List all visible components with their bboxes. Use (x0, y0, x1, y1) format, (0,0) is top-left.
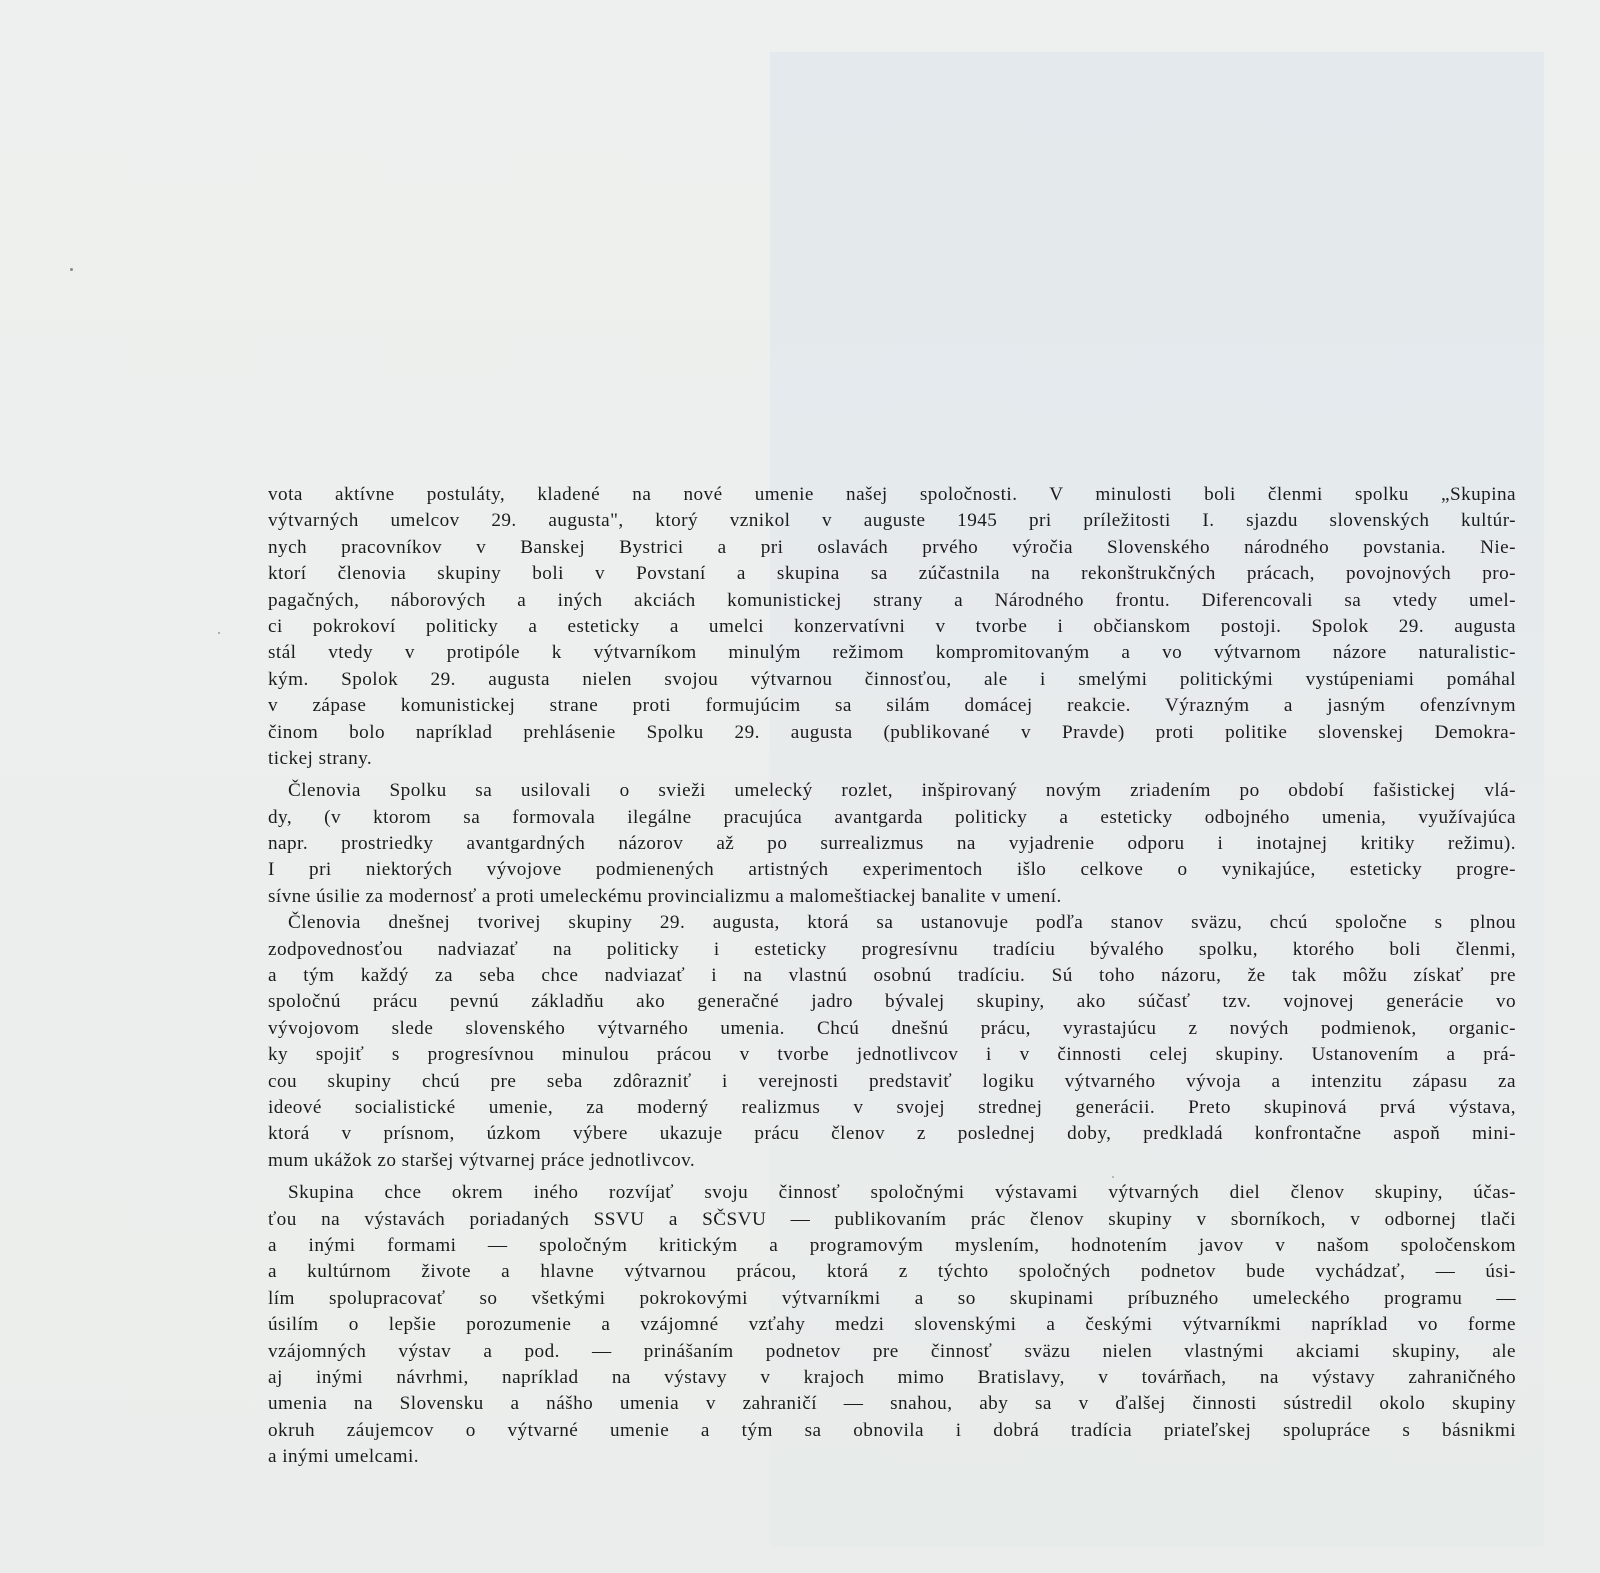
text-line: ky spojiť s progresívnou minulou prácou v tvorbe jednotlivcov i v činnosti celej skupiny. Ustanovením a prá- (268, 1044, 1516, 1066)
text-line: kým. Spolok 29. augusta nielen svojou výtvarnou činnosťou, ale i smelými politickými vystúpeniami pomáhal (268, 668, 1516, 690)
text-line: sívne úsilie za modernosť a proti umeleckému provincializmu a malomeštiackej banalite v umení. (268, 885, 1062, 907)
text-line: napr. prostriedky avantgardných názorov až po surrealizmus na vyjadrenie odporu i inotajnej kritiky režimu). (268, 833, 1516, 855)
text-line: aj inými návrhmi, napríklad na výstavy v krajoch mimo Bratislavy, v továrňach, na výstavy zahraničného (268, 1366, 1516, 1388)
text-line: úsilím o lepšie porozumenie a vzájomné vzťahy medzi slovenskými a českými výtvarníkmi napríklad vo forme (268, 1314, 1516, 1336)
paragraph (268, 778, 1516, 910)
text-line: pagačných, náborových a iných akciách komunistickej strany a Národného frontu. Diferencovali sa vtedy umel- (268, 589, 1516, 611)
text-line: ktorá v prísnom, úzkom výbere ukazuje prácu členov z poslednej doby, predkladá konfrontačne aspoň mini- (268, 1123, 1516, 1145)
text-line: a tým každý za seba chce nadviazať i na vlastnú osobnú tradíciu. Sú toho názoru, že tak môžu získať pre (268, 965, 1516, 987)
text-line: vzájomných výstav a pod. — prinášaním podnetov pre činnosť sväzu nielen vlastnými akciami skupiny, ale (268, 1340, 1516, 1362)
text-line: ťou na výstavách poriadaných SSVU a SČSVU — publikovaním prác členov skupiny v sborníkoch, v odbornej tlači (268, 1208, 1516, 1230)
text-line: lím spolupracovať so všetkými pokrokovými výtvarníkmi a so skupinami príbuzného umeleckého programu — (268, 1287, 1516, 1309)
paragraph (268, 1180, 1516, 1470)
text-line: stál vtedy v protipóle k výtvarníkom minulým režimom kompromitovaným a vo výtvarnom názore naturalistic- (268, 642, 1516, 664)
text-line: umenia na Slovensku a nášho umenia v zahraničí — snahou, aby sa v ďalšej činnosti sústredil okolo skupiny (268, 1393, 1516, 1415)
text-line: okruh záujemcov o výtvarné umenie a tým sa obnovila i dobrá tradícia priateľskej spolupráce s básnikmi (268, 1419, 1516, 1441)
text-line: a inými umelcami. (268, 1446, 419, 1468)
paper-speck (218, 632, 220, 634)
text-line: spoločnú prácu pevnú základňu ako generačné jadro bývalej skupiny, ako súčasť tzv. vojnovej generácie vo (268, 991, 1516, 1013)
text-line: ktorí členovia skupiny boli v Povstaní a skupina sa zúčastnila na rekonštrukčných prácach, povojnových pro- (268, 563, 1516, 585)
text-line: a kultúrnom živote a hlavne výtvarnou prácou, ktorá z týchto spoločných podnetov bude vychádzať, — úsi- (268, 1261, 1516, 1283)
text-line: ci pokrokoví politicky a esteticky a umelci konzervatívni v tvorbe i občianskom postoji. Spolok 29. augusta (268, 615, 1516, 637)
text-line: vota aktívne postuláty, kladené na nové umenie našej spoločnosti. V minulosti boli členmi spolku „Skupina (268, 484, 1516, 505)
text-line: cou skupiny chcú pre seba zdôrazniť i verejnosti predstaviť logiku výtvarného vývoja a intenzitu zápasu za (268, 1070, 1516, 1092)
paragraph (268, 910, 1516, 1174)
text-line: výtvarných umelcov 29. augusta", ktorý vznikol v auguste 1945 pri príležitosti I. sjazdu slovenských kultúr- (268, 510, 1516, 532)
paper-speck (70, 268, 73, 271)
text-line: a inými formami — spoločným kritickým a programovým myslením, hodnotením javov v našom spoločenskom (268, 1234, 1516, 1256)
text-line: tickej strany. (268, 747, 373, 769)
text-line: I pri niektorých vývojove podmienených artistných experimentoch išlo celkove o vynikajúce, esteticky progre- (268, 859, 1516, 881)
paragraph (268, 482, 1516, 772)
text-line: Členovia dnešnej tvorivej skupiny 29. augusta, ktorá sa ustanovuje podľa stanov sväzu, chcú spoločne s plnou (288, 912, 1516, 934)
text-line: nych pracovníkov v Banskej Bystrici a pri oslavách prvého výročia Slovenského národného povstania. Nie- (268, 536, 1516, 558)
text-line: zodpovednosťou nadviazať na politicky i esteticky progresívnu tradíciu bývalého spolku, ktorého boli členmi, (268, 938, 1516, 960)
text-line: dy, (v ktorom sa formovala ilegálne pracujúca avantgarda politicky a esteticky odbojného umenia, využívajúca (268, 806, 1516, 828)
text-line: Skupina chce okrem iného rozvíjať svoju činnosť spoločnými výstavami výtvarných diel členov skupiny, účas- (288, 1182, 1516, 1204)
text-line: ideové socialistické umenie, za moderný realizmus v svojej strednej generácii. Preto skupinová prvá výstava, (268, 1096, 1516, 1118)
text-line: Členovia Spolku sa usilovali o svieži umelecký rozlet, inšpirovaný novým zriadením po období fašistickej vlá- (288, 780, 1516, 802)
body-text (268, 482, 1516, 1470)
text-line: činom bolo napríklad prehlásenie Spolku 29. augusta (publikované v Pravde) proti politike slovenskej Demokra- (268, 721, 1516, 743)
text-line: v zápase komunistickej strane proti formujúcim sa silám domácej reakcie. Výrazným a jasným ofenzívnym (268, 695, 1516, 717)
text-line: vývojovom slede slovenského výtvarného umenia. Chcú dnešnú prácu, vyrastajúcu z nových podmienok, organic- (268, 1017, 1516, 1039)
text-line: mum ukážok zo staršej výtvarnej práce jednotlivcov. (268, 1149, 696, 1171)
